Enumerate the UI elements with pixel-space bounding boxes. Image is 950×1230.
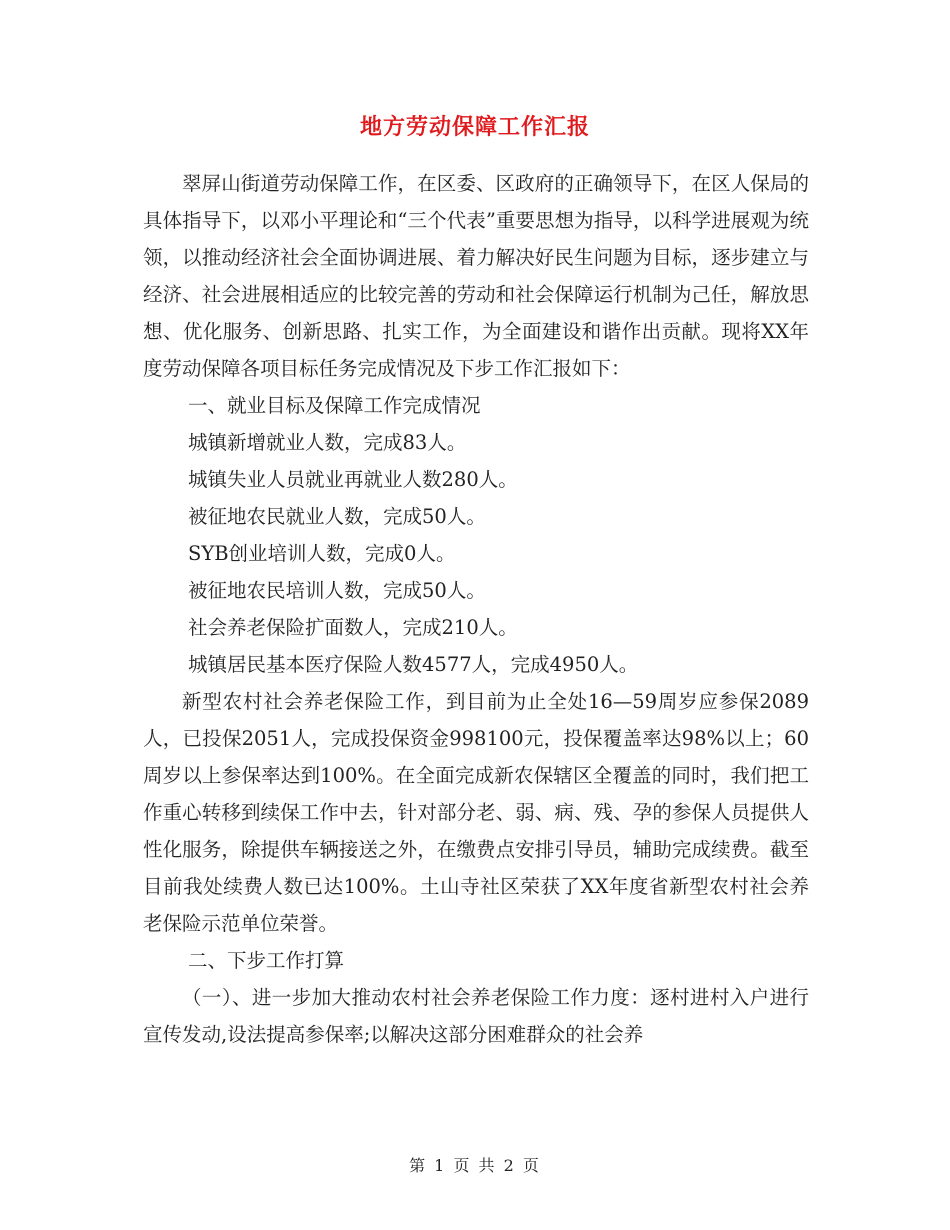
plan-paragraph-1: （一）、进一步加大推动农村社会养老保险工作力度：逐村进村入户进行宣传发动,设法提高参保率;以解决这部分困难群众的社会养: [143, 986, 809, 1046]
list-item: 被征地农民培训人数，完成50人。: [188, 579, 486, 602]
list-item: SYB创业培训人数，完成0人。: [188, 542, 456, 565]
rural-insurance-paragraph: 新型农村社会养老保险工作，到目前为止全处16—59周岁应参保2089人，已投保2051人，完成投保资金998100元，投保覆盖率达98%以上；60周岁以上参保率达到100%。在全面完成新农保辖区全覆盖的同时，我们把工作重心转移到续保工作中去，针对部分老、弱、病、残、孕的参保人员提供人性化服务，除提供车辆接送之外，在缴费点安排引导员，辅助完成续费。截至目前我处续费人数已达100%。土山寺社区荣获了XX年度省新型农村社会养老保险示范单位荣誉。: [143, 690, 809, 935]
page-number: 第 1 页 共 2 页: [409, 1156, 541, 1175]
intro-paragraph: 翠屏山街道劳动保障工作，在区委、区政府的正确领导下，在区人保局的具体指导下，以邓小平理论和“三个代表”重要思想为指导，以科学进展观为统领，以推动经济社会全面协调进展、着力解决好民生问题为目标，逐步建立与经济、社会进展相适应的比较完善的劳动和社会保障运行机制为己任，解放思想、优化服务、创新思路、扎实工作，为全面建设和谐作出贡献。现将XX年度劳动保障各项目标任务完成情况及下步工作汇报如下：: [143, 172, 809, 380]
list-item: 被征地农民就业人数，完成50人。: [188, 505, 486, 528]
document-body: [143, 165, 809, 1053]
list-item: 城镇居民基本医疗保险人数4577人，完成4950人。: [188, 653, 639, 676]
list-item: 城镇失业人员就业再就业人数280人。: [188, 468, 518, 491]
section-heading-2: 二、下步工作打算: [188, 949, 345, 972]
section-heading-1: 一、就业目标及保障工作完成情况: [188, 394, 481, 417]
list-item: 社会养老保险扩面数人，完成210人。: [188, 616, 518, 639]
list-item: 城镇新增就业人数，完成83人。: [188, 431, 467, 454]
page-title: 地方劳动保障工作汇报: [359, 114, 590, 140]
